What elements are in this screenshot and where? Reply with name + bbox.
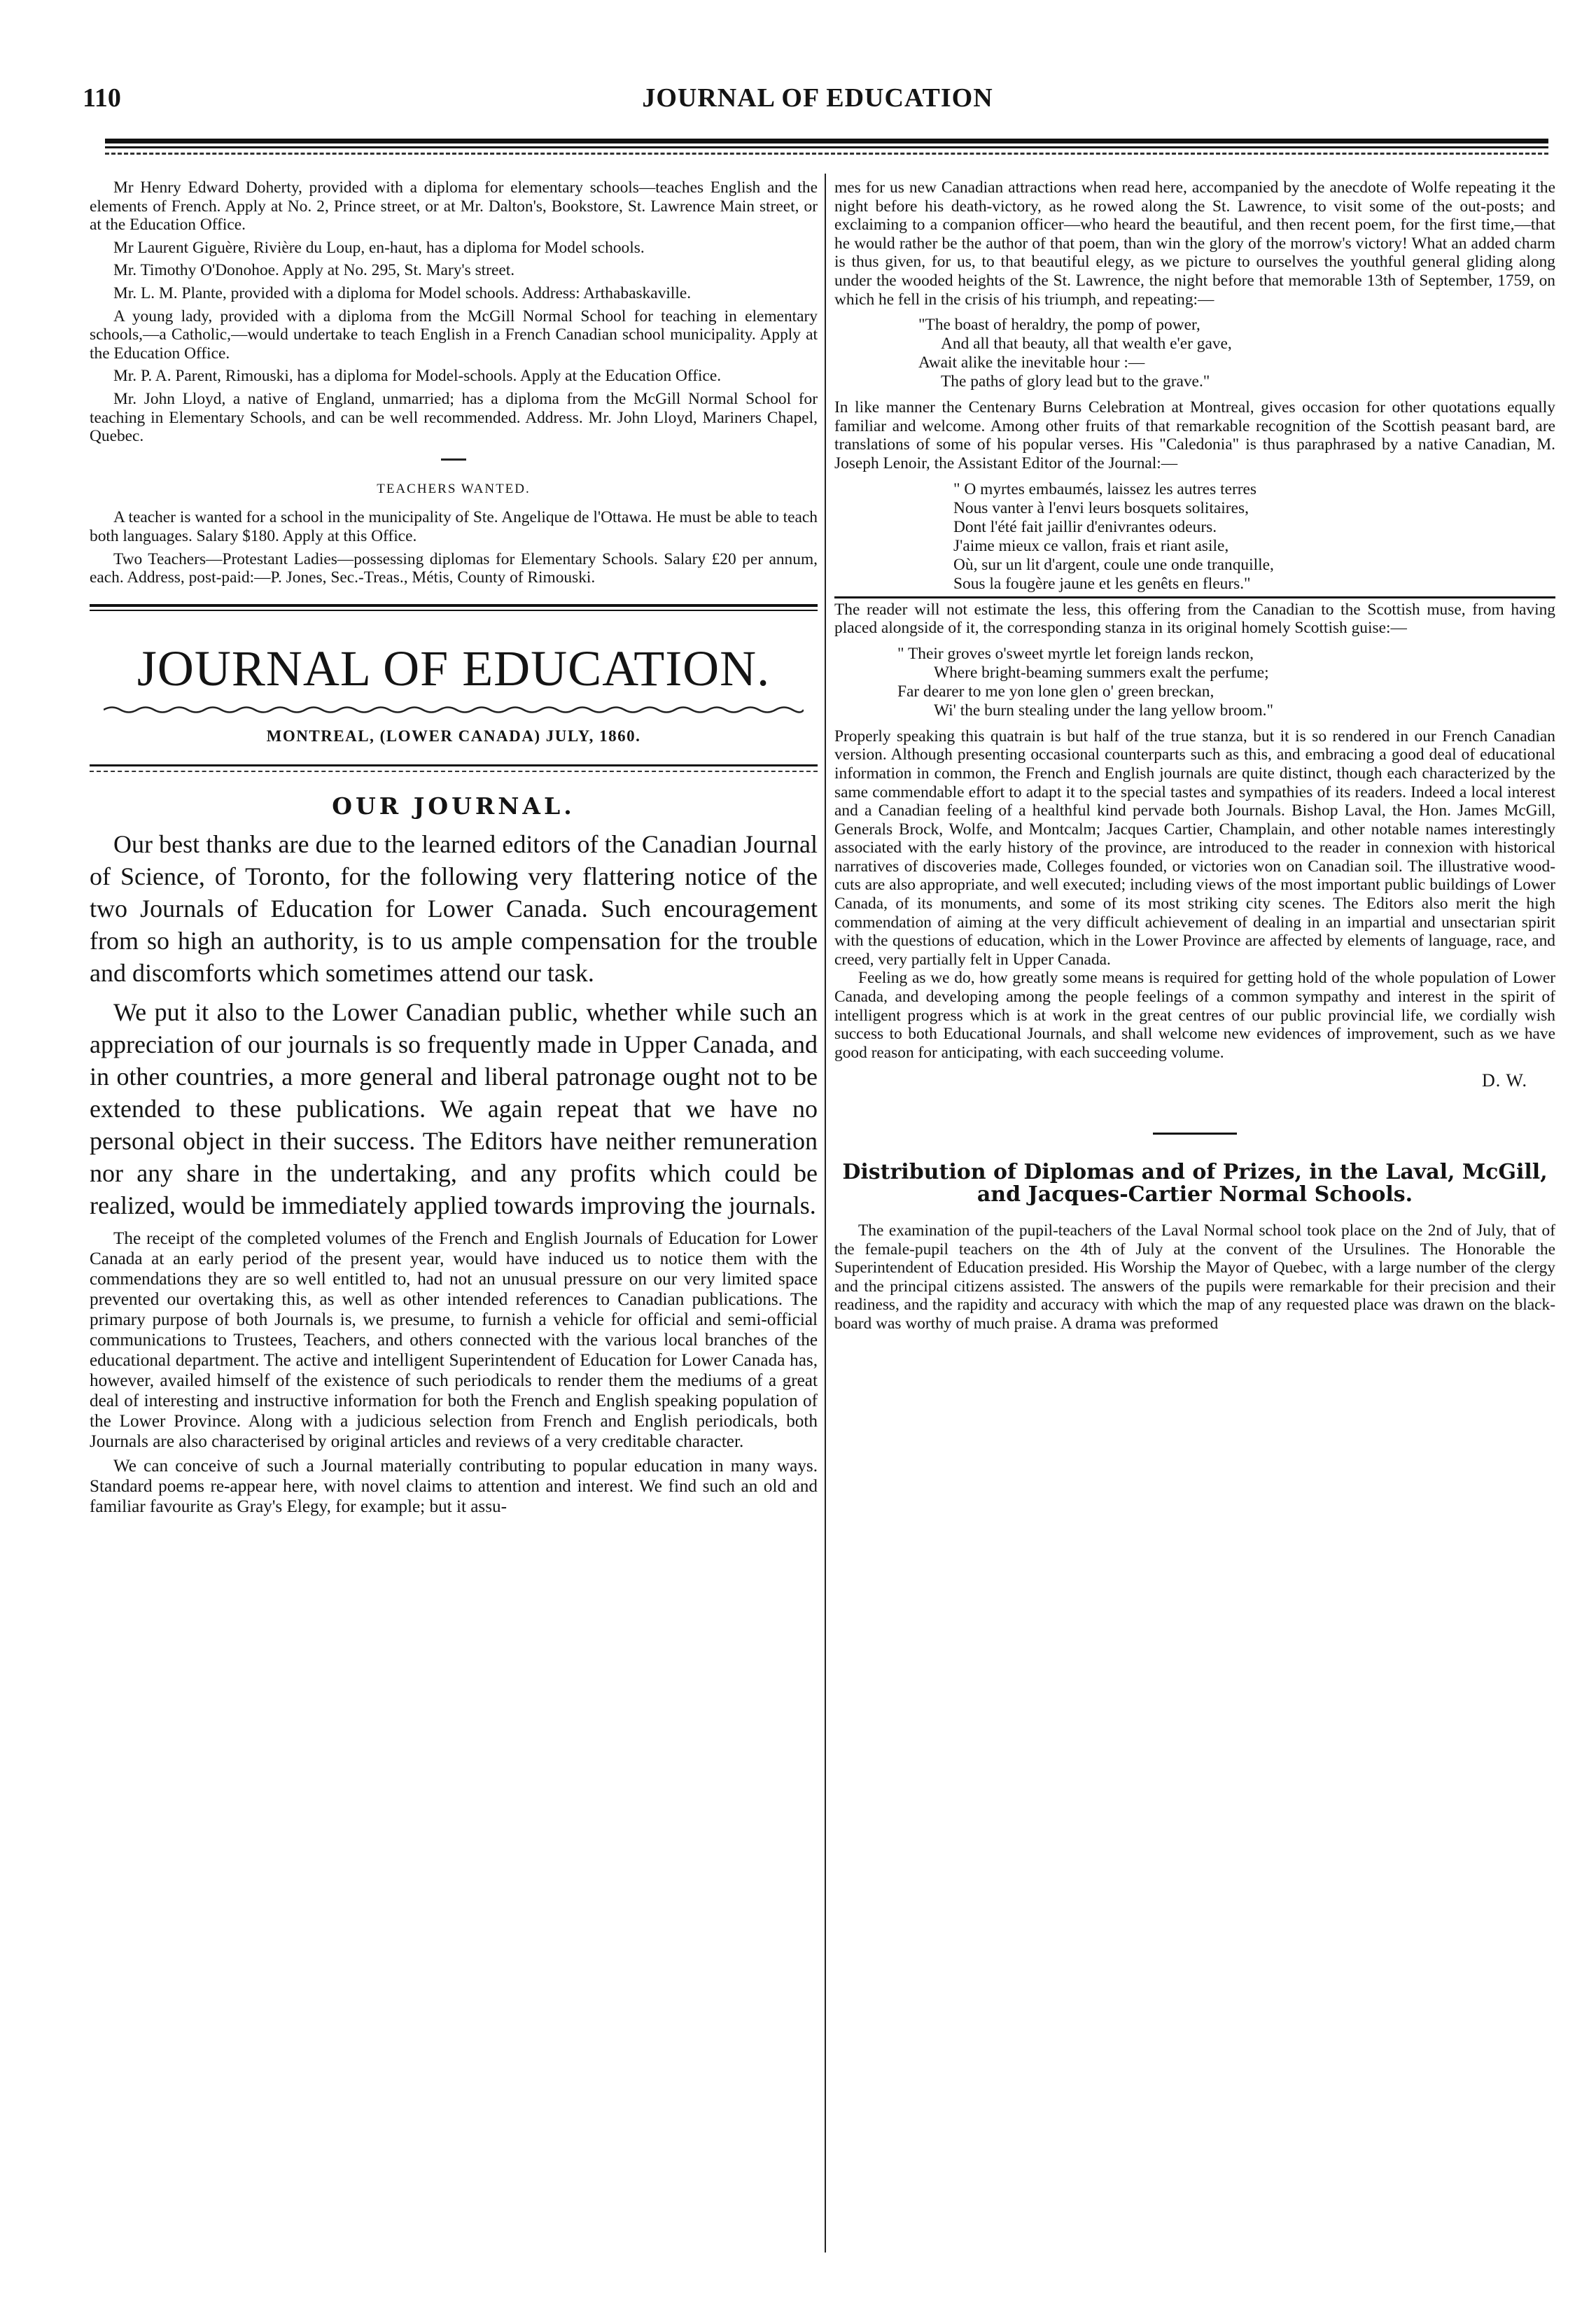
quoted-paragraph: We can conceive of such a Journal materially contributing to popular education in many ways. Standard poems re-appear here, with novel claims to attention and interest. We find such an old and familiar favourite as Gray's Elegy, for example; but it assu- bbox=[90, 1457, 818, 1517]
poem-line: "The boast of heraldry, the pomp of power, bbox=[918, 316, 1200, 335]
ad-paragraph: Mr Laurent Giguère, Rivière du Loup, en-haut, has a diploma for Model schools. bbox=[113, 238, 645, 257]
article-paragraph: Properly speaking this quatrain is but half of the true stanza, but it is so rendered in our French Canadian version. Although presenting occasional counterparts such as this, and embracing a good deal of educational information in common, the French and English journals are quite distinct, though each characterized by the same commendable effort to adapt it to the special tastes and sympathies of its readers. Indeed a local interest and a Canadian feeling of a healthful kind pervade both Journals. Bishop Laval, the Hon. James McGill, Generals Brock, Wolfe, and Montcalm; Jacques Cartier, Champlain, and other notable names interestingly associated with the early history of the province, are introduced to the reader in connexion with historical narratives of discoveries made, Colleges founded, or victories won on Canadian soil. The illustrative wood-cuts are also appropriate, and well executed; including views of the most important public buildings of Lower Canada, of its monuments, and some of its most striking city scenes. The Editors also merit the high commendation of aiming at the very difficult achievement of dealing in an impartial and unsectarian spirit with the questions of education, which in the Lower Province are affected by elements of language, race, and creed, very partially felt in Upper Canada. bbox=[834, 727, 1555, 969]
poem-scots bbox=[834, 645, 1555, 720]
poem-french bbox=[834, 480, 1555, 594]
teachers-wanted-heading: TEACHERS WANTED. bbox=[377, 481, 531, 496]
wanted-paragraph: Two Teachers—Protestant Ladies—possessing diplomas for Elementary Schools. Salary £20 per annum, each. Address, post-paid:—P. Jones, Sec.-Treas., Métis, County of Rimouski. bbox=[90, 549, 818, 587]
distribution-heading: Distribution of Diplomas and of Prizes, in the Laval, McGill, and Jacques-Cartier Normal Schools. bbox=[842, 1160, 1548, 1207]
continued-paragraph: mes for us new Canadian attractions when read here, accompanied by the anecdote of Wolfe repeating it the night before his death-victory, as he rowed along the St. Lawrence, to visit some of the out-posts; and exclaiming to a companion officer—who heard the beautiful, and then recent poem, for the first time,—that he would rather be the author of that poem, than win the glory of the morrow's victory! What an added charm is thus given, for us, to that beautiful elegy, as we picture to ourselves the youthful general gliding along under the wooded heights of the St. Lawrence, the night before that memorable 13th of September, 1759, on which he fell in the crisis of his triumph, and repeating:— bbox=[834, 178, 1555, 309]
header-rule bbox=[105, 139, 1548, 157]
ad-paragraph: Mr. L. M. Plante, provided with a diploma for Model schools. Address: Arthabaskaville. bbox=[113, 283, 692, 302]
wanted-paragraph: A teacher is wanted for a school in the municipality of Ste. Angelique de l'Ottawa. He must be able to teach both languages. Salary $180. Apply at this Office. bbox=[90, 508, 818, 545]
poem-line: Dont l'été fait jaillir d'enivrantes odeurs. bbox=[953, 517, 1217, 536]
poem-line: Où, sur un lit d'argent, coule une onde tranquille, bbox=[953, 555, 1274, 574]
dateline: MONTREAL, (LOWER CANADA) JULY, 1860. bbox=[266, 727, 641, 745]
our-journal-article bbox=[90, 828, 818, 1221]
article-paragraph: Feeling as we do, how greatly some means is required for getting hold of the whole population of Lower Canada, and developing among the people feelings of a common sympathy and interest in the spirit of intelligent progress which is at work in the great centres of our public provincial life, we cordially wish success to both Educational Journals, and shall welcome new evidences of improvement, such as we have good reason for anticipating, with each succeeding volume. bbox=[834, 969, 1555, 1062]
ad-paragraph: Mr. P. A. Parent, Rimouski, has a diploma for Model-schools. Apply at the Education Office. bbox=[113, 367, 722, 386]
quoted-notice bbox=[90, 1228, 818, 1517]
teacher-ads bbox=[90, 178, 818, 446]
section-heading-our-journal: OUR JOURNAL. bbox=[332, 792, 575, 820]
poem-line: Far dearer to me yon lone glen o' green breckan, bbox=[897, 682, 1214, 701]
distribution-paragraph: The examination of the pupil-teachers of the Laval Normal school took place on the 2nd of July, that of the female-pupil teachers on the 4th of July at the convent of the Ursulines. The Honorable the Superintendent of Education presided. His Worship the Mayor of Quebec, with a large number of the clergy and the principal citizens assisted. The answers of the pupils were remarkable for their precision and their readiness, and the rapidity and accuracy with which the map of any requested place was drawn on the black-board was worthy of much praise. A drama was preformed bbox=[834, 1221, 1555, 1333]
masthead-rule-top bbox=[90, 604, 818, 611]
ad-paragraph: A young lady, provided with a diploma from the McGill Normal School for teaching in elementary schools,—a Catholic,—would undertake to teach English in a French Canadian school municipality. Apply at the Education Office. bbox=[90, 307, 818, 363]
masthead-title: JOURNAL OF EDUCATION. bbox=[136, 640, 771, 696]
article-paragraph: Our best thanks are due to the learned editors of the Canadian Journal of Science, of Toronto, for the following very flattering notice of the two Journals of Education for Lower Canada. Such encouragement from so high an authority, is to us ample compensation for the trouble and discomforts which sometimes attend our task. bbox=[90, 830, 818, 988]
poem-line: " Their groves o'sweet myrtle let foreign lands reckon, bbox=[897, 644, 1254, 663]
ad-paragraph: Mr. Timothy O'Donohoe. Apply at No. 295, St. Mary's street. bbox=[113, 261, 515, 280]
ad-paragraph: Mr Henry Edward Doherty, provided with a diploma for elementary schools—teaches English and the elements of French. Apply at No. 2, Prince street, or at Mr. Dalton's, Bookstore, St. Lawrence Main street, or at the Education Office. bbox=[90, 178, 818, 234]
right-column-rule bbox=[834, 594, 1555, 598]
page-header bbox=[83, 83, 1553, 125]
running-title: JOURNAL OF EDUCATION bbox=[642, 83, 993, 113]
signature: D. W. bbox=[1482, 1070, 1527, 1091]
section-divider bbox=[1153, 1133, 1237, 1135]
reader-paragraph: The reader will not estimate the less, this offering from the Canadian to the Scottish muse, from having placed alongside of it, the corresponding stanza in its original homely Scottish guise:— bbox=[834, 600, 1555, 638]
left-column bbox=[90, 178, 818, 1517]
ornamental-wave-rule bbox=[104, 705, 804, 715]
poem-line: J'aime mieux ce vallon, frais et riant asile, bbox=[953, 536, 1229, 555]
poem-line: Await alike the inevitable hour :— bbox=[918, 353, 1145, 372]
column-divider bbox=[825, 174, 826, 2253]
teachers-wanted bbox=[90, 508, 818, 587]
poem-line: Where bright-beaming summers exalt the perfume; bbox=[934, 663, 1269, 682]
poem-line: Sous la fougère jaune et les genêts en fleurs." bbox=[953, 574, 1251, 593]
poem-line: And all that beauty, all that wealth e'er gave, bbox=[941, 335, 1232, 353]
divider-dash bbox=[441, 458, 466, 461]
dateline-rule bbox=[90, 764, 818, 773]
quoted-paragraph: The receipt of the completed volumes of the French and English Journals of Education for Lower Canada at an early period of the present year, would have induced us to notice them with the commendations they are so well entitled to, had not an unusual pressure on our very limited space prevented our overtaking this, as well as other intended references to Canadian publications. The primary purpose of both Journals is, we presume, to furnish a vehicle for official and semi-official communications to Trustees, Teachers, and others connected with the various local branches of the educational department. The active and intelligent Superintendent of Education for Lower Canada has, however, availed himself of the existence of such periodicals to render them the mediums of a great deal of interesting and instructive information for both the French and English speaking population of the Lower Province. Along with a judicious selection from French and English periodicals, both Journals are also characterised by original articles and reviews of a very creditable character. bbox=[90, 1229, 818, 1452]
poem-gray-elegy bbox=[834, 316, 1555, 391]
poem-line: Nous vanter à l'envi leurs bosquets solitaires, bbox=[953, 498, 1249, 517]
poem-line: The paths of glory lead but to the grave." bbox=[941, 372, 1210, 391]
poem-line: " O myrtes embaumés, laissez les autres terres bbox=[953, 479, 1257, 498]
burns-paragraph: In like manner the Centenary Burns Celebration at Montreal, gives occasion for other quotations equally familiar and welcome. Among other fruits of that remarkable recognition of the Scottish peasant bard, are translations of some of his popular verses. His "Caledonia" is thus paraphrased by a native Canadian, M. Joseph Lenoir, the Assistant Editor of the Journal:— bbox=[834, 398, 1555, 472]
article-paragraph: We put it also to the Lower Canadian public, whether while such an appreciation of our journals is so frequently made in Upper Canada, and in other countries, a more general and liberal patronage ought not to be extended to these publications. We again repeat that we have no personal object in their success. The Editors have neither remuneration nor any share in the undertaking, and any profits which could be realized, would be immediately applied towards improving the journals. bbox=[90, 998, 818, 1220]
poem-line: Wi' the burn stealing under the lang yellow broom." bbox=[934, 701, 1274, 720]
right-column bbox=[834, 178, 1555, 1333]
page-number: 110 bbox=[83, 83, 121, 113]
ad-paragraph: Mr. John Lloyd, a native of England, unmarried; has a diploma from the McGill Normal School for teaching in Elementary Schools, and can be well recommended. Address. Mr. John Lloyd, Mariners Chapel, Quebec. bbox=[90, 389, 818, 446]
